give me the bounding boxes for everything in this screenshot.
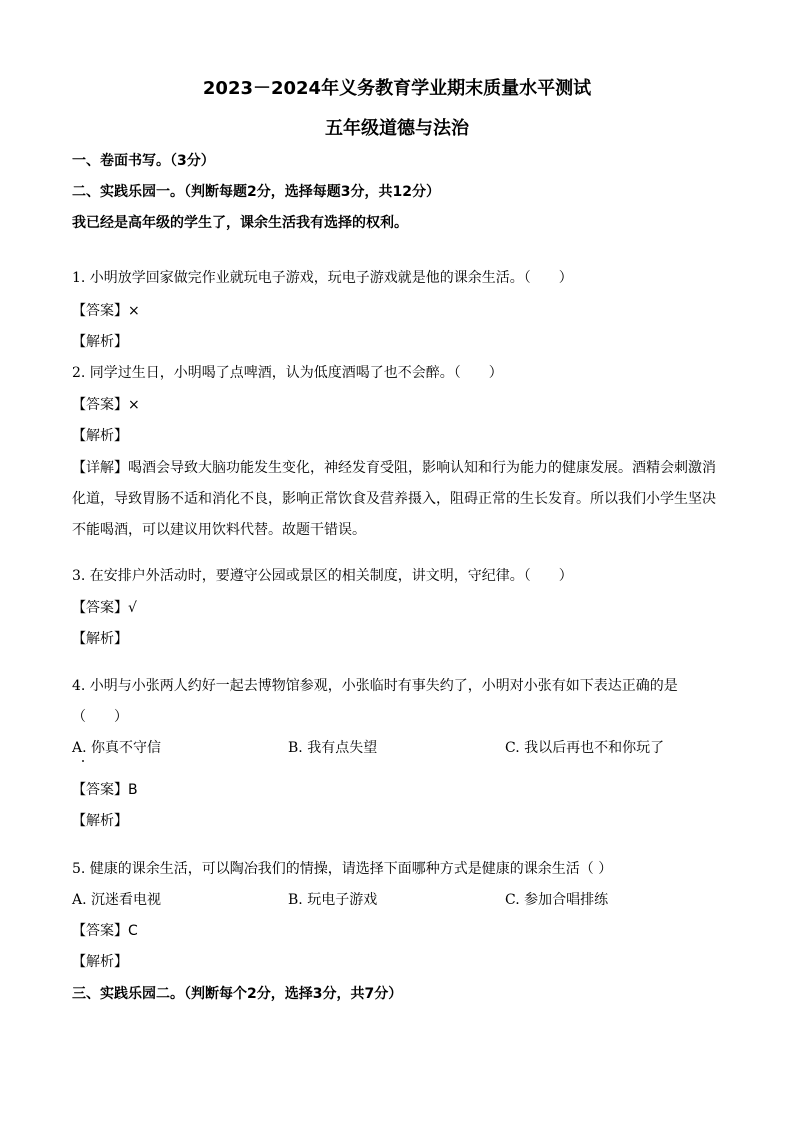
question-1-analysis: 【解析】	[72, 334, 128, 350]
question-5-analysis: 【解析】	[72, 954, 128, 970]
question-2-detail-line-3: 不能喝酒，可以建议用饮料代替。故题干错误。	[72, 522, 366, 538]
document-title: 2023－2024年义务教育学业期末质量水平测试	[202, 78, 592, 99]
question-4-option-c: C. 我以后再也不和你玩了	[505, 740, 665, 756]
question-1: 1. 小明放学回家做完作业就玩电子游戏，玩电子游戏就是他的课余生活。（ ）	[72, 270, 573, 286]
question-4-answer: 【答案】B	[72, 782, 138, 798]
question-4-blank: （ ）	[72, 709, 128, 725]
question-2-detail-line-2: 化道，导致胃肠不适和消化不良，影响正常饮食及营养摄入，阻碍正常的生长发育。所以我们小学生坚决	[72, 491, 716, 507]
document-subtitle: 五年级道德与法治	[325, 118, 469, 139]
question-5-option-a: A. 沉迷看电视	[72, 892, 162, 908]
question-3-analysis: 【解析】	[72, 631, 128, 647]
question-5-option-b: B. 玩电子游戏	[288, 892, 378, 908]
question-3: 3. 在安排户外活动时，要遵守公园或景区的相关制度，讲文明，守纪律。（ ）	[72, 568, 573, 584]
question-4-option-b: B. 我有点失望	[288, 740, 378, 756]
question-4: 4. 小明与小张两人约好一起去博物馆参观，小张临时有事失约了，小明对小张有如下表达正确的是	[72, 678, 678, 694]
question-4-analysis: 【解析】	[72, 813, 128, 829]
stray-mark	[82, 760, 84, 762]
question-4-option-a: A. 你真不守信	[72, 740, 162, 756]
question-2: 2. 同学过生日，小明喝了点啤酒，认为低度酒喝了也不会醉。（ ）	[72, 365, 503, 381]
section-2-heading: 二、实践乐园一。（判断每题2分，选择每题3分，共12分）	[72, 184, 440, 200]
question-5-answer: 【答案】C	[72, 923, 138, 939]
section-1-heading: 一、卷面书写。（3分）	[72, 153, 215, 169]
section-2-intro: 我已经是高年级的学生了，课余生活我有选择的权利。	[72, 215, 408, 231]
question-2-answer: 【答案】×	[72, 397, 140, 413]
question-2-analysis: 【解析】	[72, 428, 128, 444]
question-1-answer: 【答案】×	[72, 303, 140, 319]
question-5: 5. 健康的课余生活，可以陶冶我们的情操，请选择下面哪种方式是健康的课余生活（ ）	[72, 861, 613, 877]
section-3-heading: 三、实践乐园二。（判断每个2分，选择3分，共7分）	[72, 986, 403, 1002]
question-5-option-c: C. 参加合唱排练	[505, 892, 609, 908]
question-3-answer: 【答案】√	[72, 600, 137, 616]
question-2-detail-line-1: 【详解】喝酒会导致大脑功能发生变化，神经发育受阻，影响认知和行为能力的健康发展。酒精会刺激消	[72, 460, 716, 476]
